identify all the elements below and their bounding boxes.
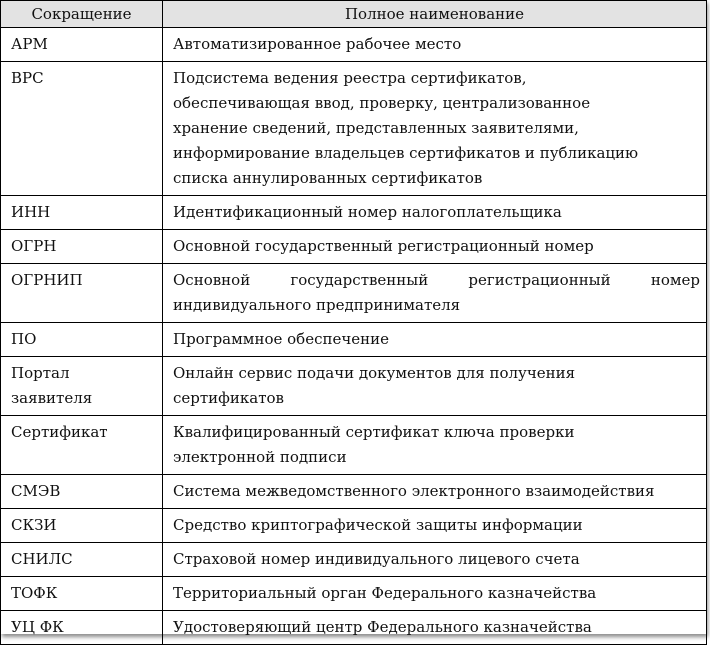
full-name-line: Квалифицированный сертификат ключа проверки: [173, 423, 575, 441]
table-row: [1, 357, 707, 416]
full-name-cell: Территориальный орган Федерального казначейства: [163, 577, 707, 611]
abbreviation-line: заявителя: [11, 389, 93, 407]
full-name-line: Подсистема ведения реестра сертификатов,: [173, 69, 527, 87]
full-name-line: хранение сведений, представленных заявителями,: [173, 119, 579, 137]
full-name-cell: Основной государственный регистрационный номер: [163, 230, 707, 264]
full-name-line: индивидуального предпринимателя: [173, 296, 461, 314]
table-row: [1, 230, 707, 264]
table-row: [1, 509, 707, 543]
abbreviation-cell: СНИЛС: [1, 543, 163, 577]
full-name-line: информирование владельцев сертификатов и публикацию: [173, 144, 639, 162]
full-name-cell: Автоматизированное рабочее место: [163, 28, 707, 62]
table-row: [1, 28, 707, 62]
abbreviation-cell: АРМ: [1, 28, 163, 62]
full-name-cell: [163, 357, 707, 416]
table-row: [1, 62, 707, 196]
table-row: [1, 543, 707, 577]
full-name-line: обеспечивающая ввод, проверку, централизованное: [173, 94, 591, 112]
table-row: [1, 611, 707, 645]
table-row: [1, 577, 707, 611]
full-name-cell: Программное обеспечение: [163, 323, 707, 357]
header-abbreviation: Сокращение: [1, 1, 163, 28]
full-name-cell: Удостоверяющий центр Федерального казначейства: [163, 611, 707, 645]
abbreviation-cell: УЦ ФК: [1, 611, 163, 645]
abbreviation-cell: ПО: [1, 323, 163, 357]
full-name-cell: [163, 416, 707, 475]
abbreviation-cell: ОГРН: [1, 230, 163, 264]
abbreviation-cell: СМЭВ: [1, 475, 163, 509]
full-name-line: Онлайн сервис подачи документов для получения: [173, 364, 576, 382]
full-name-line: Основной государственный регистрационный номер: [173, 271, 700, 289]
full-name-cell: [163, 264, 707, 323]
abbreviation-cell: [1, 357, 163, 416]
full-name-line: списка аннулированных сертификатов: [173, 169, 483, 187]
full-name-cell: [163, 62, 707, 196]
full-name-cell: Система межведомственного электронного взаимодействия: [163, 475, 707, 509]
full-name-line: электронной подписи: [173, 448, 347, 466]
full-name-cell: Идентификационный номер налогоплательщика: [163, 196, 707, 230]
abbreviation-cell: ВРС: [1, 62, 163, 196]
full-name-cell: Страховой номер индивидуального лицевого счета: [163, 543, 707, 577]
abbreviation-cell: ИНН: [1, 196, 163, 230]
table-row: [1, 323, 707, 357]
table-header-row: [1, 1, 707, 28]
table-row: [1, 475, 707, 509]
abbreviation-line: Портал: [11, 364, 70, 382]
full-name-line: сертификатов: [173, 389, 285, 407]
abbreviation-cell: СКЗИ: [1, 509, 163, 543]
table-row: [1, 416, 707, 475]
abbreviation-cell: ТОФК: [1, 577, 163, 611]
table-row: [1, 264, 707, 323]
header-full-name: Полное наименование: [163, 1, 707, 28]
table-row: [1, 196, 707, 230]
abbreviation-cell: ОГРНИП: [1, 264, 163, 323]
abbreviation-cell: Сертификат: [1, 416, 163, 475]
full-name-cell: Средство криптографической защиты информации: [163, 509, 707, 543]
